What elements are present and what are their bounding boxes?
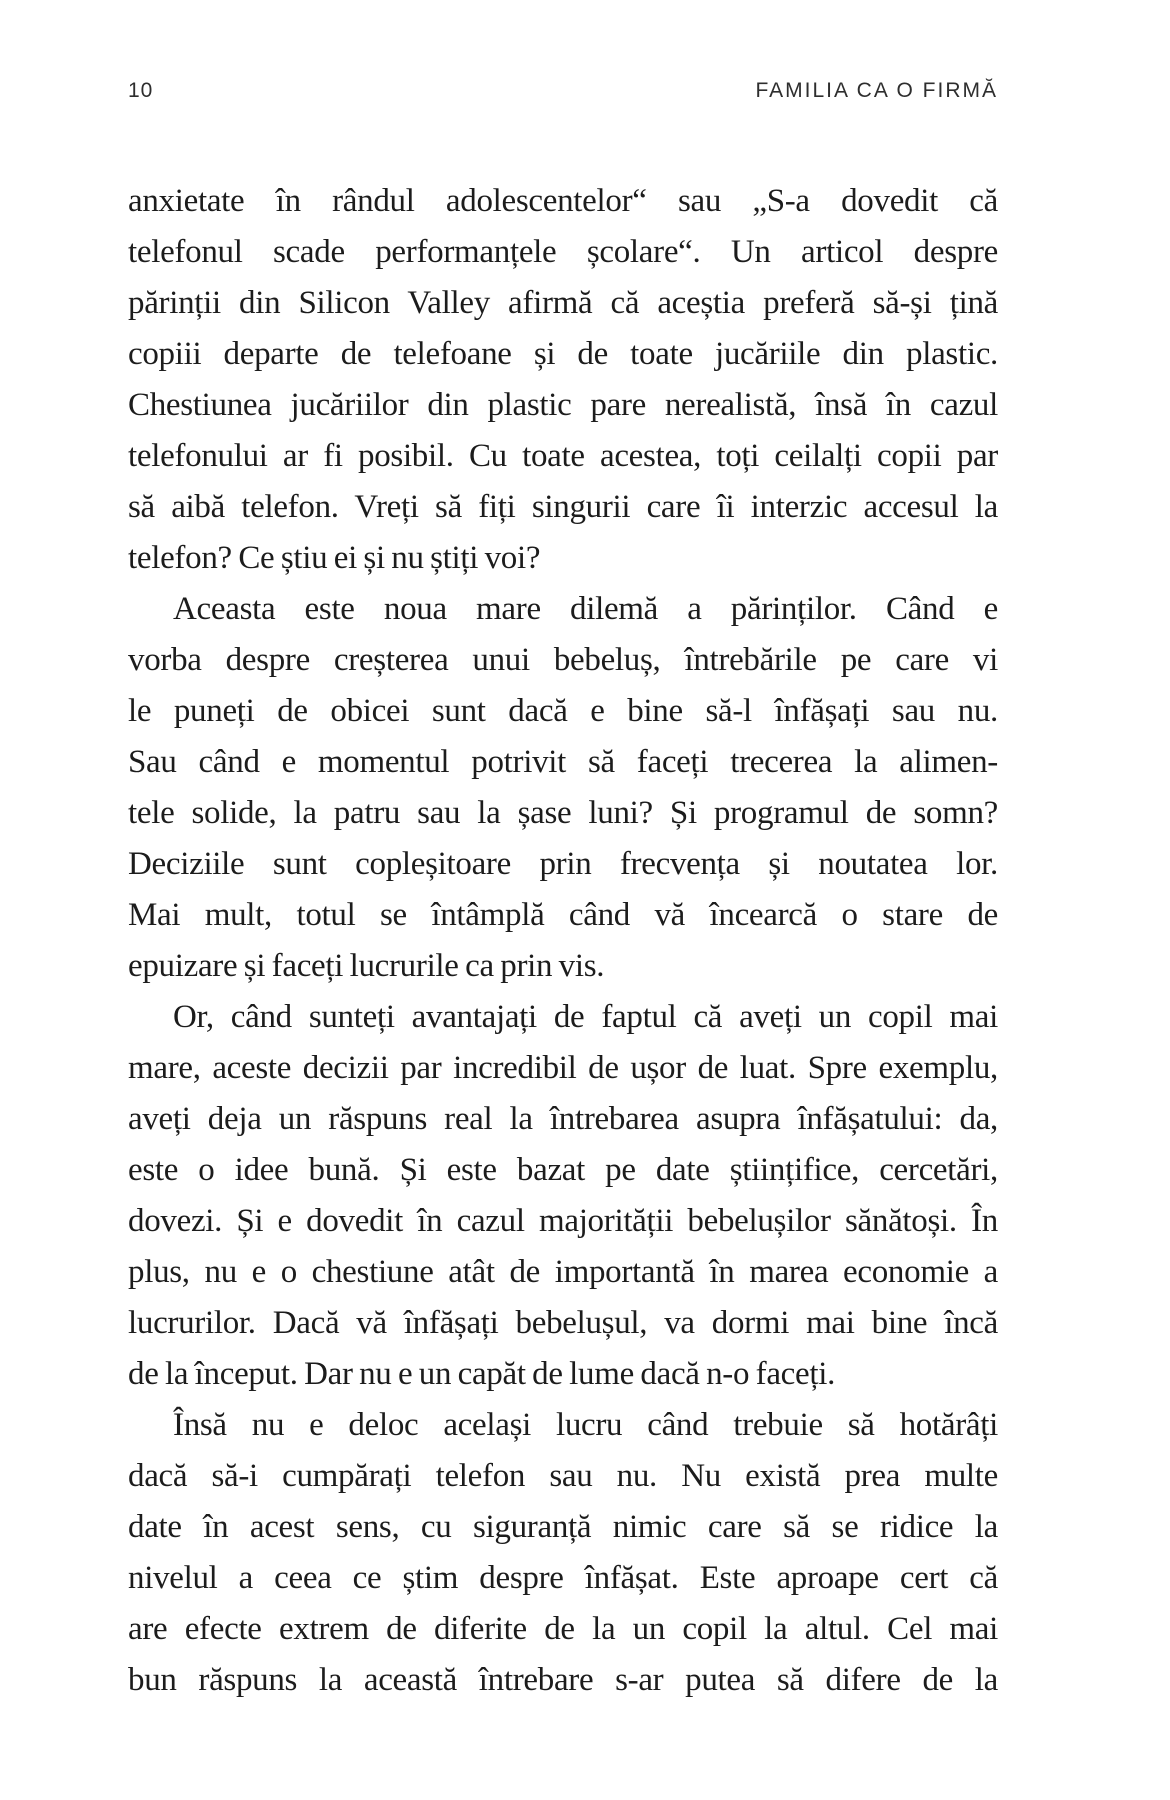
text-line: Deciziile sunt copleșitoare prin frecvența și noutatea lor.: [128, 846, 998, 882]
text-line: părinții din Silicon Valley afirmă că aceștia preferă să-și țină: [128, 285, 998, 321]
text-line: de la început. Dar nu e un capăt de lume dacă n-o faceți.: [128, 1356, 836, 1392]
text-line: Mai mult, totul se întâmplă când vă încearcă o stare de: [128, 897, 998, 933]
text-line: să aibă telefon. Vreți să fiți singurii care îi interzic accesul la: [128, 489, 998, 525]
text-line: are efecte extrem de diferite de la un copil la altul. Cel mai: [128, 1611, 998, 1647]
text-line: telefonului ar fi posibil. Cu toate acestea, toți ceilalți copii par: [128, 438, 998, 474]
text-line: telefon? Ce știu ei și nu știți voi?: [128, 540, 541, 576]
text-line: telefonul scade performanțele școlare“. Un articol despre: [128, 234, 998, 270]
text-line: bun răspuns la această întrebare s-ar putea să difere de la: [128, 1662, 998, 1698]
text-line: lucrurilor. Dacă vă înfășați bebelușul, va dormi mai bine încă: [128, 1305, 998, 1341]
text-line: nivelul a ceea ce știm despre înfășat. Este aproape cert că: [128, 1560, 998, 1596]
body-text: [128, 176, 998, 1706]
text-line: tele solide, la patru sau la șase luni? Și programul de somn?: [128, 795, 998, 831]
text-line: Sau când e momentul potrivit să faceți trecerea la alimen-: [128, 744, 998, 780]
text-line: dacă să-i cumpărați telefon sau nu. Nu există prea multe: [128, 1458, 998, 1494]
text-line: copiii departe de telefoane și de toate jucăriile din plastic.: [128, 336, 998, 372]
text-line: Chestiunea jucăriilor din plastic pare nerealistă, însă în cazul: [128, 387, 998, 423]
page-number: 10: [128, 79, 154, 102]
text-line: dovezi. Și e dovedit în cazul majorității bebelușilor sănătoși. În: [128, 1203, 998, 1239]
text-line: anxietate în rândul adolescentelor“ sau „S-a dovedit că: [128, 183, 998, 219]
text-line: este o idee bună. Și este bazat pe date științifice, cercetări,: [128, 1152, 998, 1188]
text-line: mare, aceste decizii par incredibil de ușor de luat. Spre exemplu,: [128, 1050, 998, 1086]
text-line: epuizare și faceți lucrurile ca prin vis.: [128, 948, 605, 984]
text-line: Aceasta este noua mare dilemă a părinților. Când e: [173, 591, 998, 627]
text-line: plus, nu e o chestiune atât de importantă în marea economie a: [128, 1254, 998, 1290]
running-title: FAMILIA CA O FIRMĂ: [755, 79, 998, 102]
text-line: Însă nu e deloc același lucru când trebuie să hotărâți: [173, 1407, 998, 1443]
text-line: aveți deja un răspuns real la întrebarea asupra înfășatului: da,: [128, 1101, 998, 1137]
text-line: le puneți de obicei sunt dacă e bine să-l înfășați sau nu.: [128, 693, 998, 729]
text-line: date în acest sens, cu siguranță nimic care să se ridice la: [128, 1509, 998, 1545]
running-header: [128, 78, 998, 104]
text-line: Or, când sunteți avantajați de faptul că aveți un copil mai: [173, 999, 998, 1035]
text-line: vorba despre creșterea unui bebeluș, întrebările pe care vi: [128, 642, 998, 678]
